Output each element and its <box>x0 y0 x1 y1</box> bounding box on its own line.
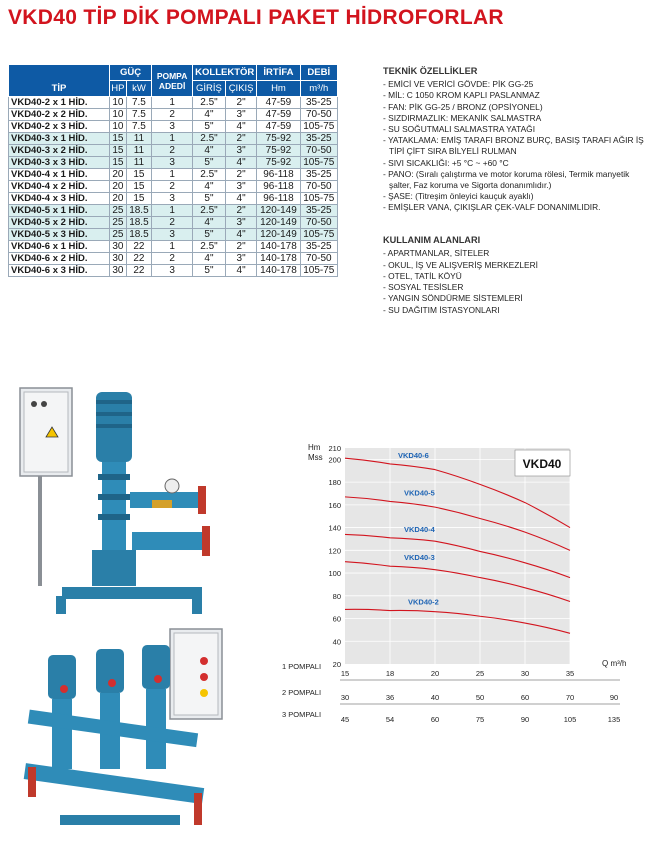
cell-adet: 1 <box>152 169 193 181</box>
cell-model: VKD40-5 x 1 HİD. <box>9 205 110 217</box>
row-label: 1 POMPALI <box>282 662 322 671</box>
cell-cikis: 4" <box>225 121 257 133</box>
cell-model: VKD40-3 x 2 HİD. <box>9 145 110 157</box>
single-pump-unit-image <box>12 382 232 622</box>
x-tick-label: 75 <box>475 715 485 724</box>
cell-adet: 1 <box>152 133 193 145</box>
cell-kw: 7.5 <box>126 121 151 133</box>
cell-model: VKD40-3 x 3 HİD. <box>9 157 110 169</box>
x-tick-label: 20 <box>430 669 440 678</box>
cell-hm: 47-59 <box>257 97 300 109</box>
spec-table <box>8 64 338 277</box>
y-tick-label: 180 <box>328 478 341 488</box>
usage-item: - YANGIN SÖNDÜRME SİSTEMLERİ <box>383 293 523 304</box>
cell-model: VKD40-5 x 2 HİD. <box>9 217 110 229</box>
cell-hp: 20 <box>110 193 127 205</box>
cell-kw: 22 <box>126 253 151 265</box>
cell-model: VKD40-4 x 2 HİD. <box>9 181 110 193</box>
x-tick-label: 135 <box>607 715 621 724</box>
cell-cikis: 3" <box>225 253 257 265</box>
table-row <box>9 181 338 193</box>
page-title: VKD40 TİP DİK POMPALI PAKET HİDROFORLAR <box>8 6 504 29</box>
usage-item: - OTEL, TATİL KÖYÜ <box>383 270 462 281</box>
table-body <box>9 97 338 277</box>
usage-areas <box>383 235 645 316</box>
header-hp: HP <box>110 81 127 97</box>
cell-adet: 2 <box>152 217 193 229</box>
row-label: 2 POMPALI <box>282 688 322 697</box>
cell-debi: 105-75 <box>300 193 337 205</box>
series-label: VKD40-2 <box>408 597 439 607</box>
header-pompa-adedi: POMPA ADEDİ <box>152 65 193 97</box>
cell-giris: 4" <box>193 217 226 229</box>
usage-item: - OKUL, İŞ VE ALIŞVERİŞ MERKEZLERİ <box>383 259 538 270</box>
y-tick-label: 200 <box>328 455 341 465</box>
cell-kw: 11 <box>126 133 151 145</box>
y-tick-label: 160 <box>328 500 341 510</box>
cell-cikis: 3" <box>225 145 257 157</box>
series-label: VKD40-3 <box>404 553 435 563</box>
specs-item: - YATAKLAMA: EMİŞ TARAFI BRONZ BURÇ, BASIŞ TARAFI AĞIR İŞ TİPİ ÇİFT SIRA BİLYELİ RULMAN <box>383 135 644 157</box>
cell-cikis: 3" <box>225 217 257 229</box>
x-axis-ticks <box>282 662 620 724</box>
x-tick-label: 40 <box>430 693 440 702</box>
x-tick-label: 60 <box>430 715 440 724</box>
cell-debi: 35-25 <box>300 169 337 181</box>
cell-kw: 22 <box>126 265 151 277</box>
table-row <box>9 229 338 241</box>
cell-hp: 25 <box>110 205 127 217</box>
table-row <box>9 241 338 253</box>
cell-hm: 96-118 <box>257 169 300 181</box>
x-tick-label: 36 <box>385 693 395 702</box>
cell-kw: 7.5 <box>126 109 151 121</box>
cell-hp: 15 <box>110 145 127 157</box>
cell-hm: 75-92 <box>257 157 300 169</box>
header-kollektor: KOLLEKTÖR <box>193 65 257 81</box>
cell-hp: 30 <box>110 253 127 265</box>
cell-adet: 2 <box>152 145 193 157</box>
cell-kw: 18.5 <box>126 205 151 217</box>
row-label: 3 POMPALI <box>282 710 322 719</box>
header-guc: GÜÇ <box>110 65 152 81</box>
y-axis-label-line1: Hm <box>308 443 321 452</box>
cell-hp: 15 <box>110 157 127 169</box>
table-row <box>9 97 338 109</box>
specs-item: - SIZDIRMAZLIK: MEKANİK SALMASTRA <box>383 112 542 123</box>
specs-item: - SIVI SICAKLIĞI: +5 °C ~ +60 °C <box>383 157 509 168</box>
usage-list <box>383 248 645 316</box>
cell-adet: 1 <box>152 205 193 217</box>
usage-item: - SOSYAL TESİSLER <box>383 282 464 293</box>
specs-item: - EMİŞLER VANA, ÇIKIŞLAR ÇEK-VALF DONANIMLIDIR. <box>383 202 601 213</box>
cell-hp: 10 <box>110 121 127 133</box>
cell-model: VKD40-6 x 1 HİD. <box>9 241 110 253</box>
series-label: VKD40-6 <box>398 450 429 460</box>
specs-list <box>383 79 645 213</box>
usage-title: KULLANIM ALANLARI <box>383 235 481 245</box>
cell-hp: 25 <box>110 229 127 241</box>
cell-hm: 96-118 <box>257 193 300 205</box>
cell-giris: 4" <box>193 253 226 265</box>
x-tick-label: 30 <box>520 669 530 678</box>
cell-hm: 47-59 <box>257 109 300 121</box>
cell-giris: 4" <box>193 145 226 157</box>
cell-giris: 5" <box>193 121 226 133</box>
cell-hp: 30 <box>110 241 127 253</box>
x-tick-label: 50 <box>475 693 485 702</box>
x-tick-label: 60 <box>520 693 530 702</box>
plot-area <box>345 448 570 664</box>
cell-adet: 2 <box>152 253 193 265</box>
cell-debi: 35-25 <box>300 97 337 109</box>
cell-debi: 105-75 <box>300 229 337 241</box>
cell-debi: 35-25 <box>300 241 337 253</box>
cell-debi: 105-75 <box>300 121 337 133</box>
cell-giris: 5" <box>193 229 226 241</box>
cell-debi: 70-50 <box>300 109 337 121</box>
cell-hm: 75-92 <box>257 133 300 145</box>
y-tick-label: 120 <box>328 546 341 556</box>
cell-cikis: 2" <box>225 241 257 253</box>
cell-giris: 4" <box>193 181 226 193</box>
table-row <box>9 133 338 145</box>
series-label: VKD40-4 <box>404 524 435 534</box>
cell-kw: 15 <box>126 181 151 193</box>
cell-cikis: 4" <box>225 265 257 277</box>
table-row <box>9 205 338 217</box>
y-tick-label: 60 <box>332 614 341 624</box>
usage-item: - APARTMANLAR, SİTELER <box>383 248 490 259</box>
cell-model: VKD40-5 x 3 HİD. <box>9 229 110 241</box>
cell-debi: 105-75 <box>300 157 337 169</box>
specs-item: - EMİCİ VE VERİCİ GÖVDE: PİK GG-25 <box>383 79 534 90</box>
cell-hm: 47-59 <box>257 121 300 133</box>
specs-item: - MİL: C 1050 KROM KAPLI PASLANMAZ <box>383 90 540 101</box>
table-row <box>9 157 338 169</box>
cell-cikis: 2" <box>225 133 257 145</box>
header-cikis: ÇIKIŞ <box>225 81 257 97</box>
cell-cikis: 3" <box>225 109 257 121</box>
header-hm: Hm <box>257 81 300 97</box>
cell-cikis: 2" <box>225 205 257 217</box>
header-m3h: m³/h <box>300 81 337 97</box>
x-tick-label: 15 <box>340 669 350 678</box>
cell-model: VKD40-2 x 2 HİD. <box>9 109 110 121</box>
cell-cikis: 4" <box>225 229 257 241</box>
cell-giris: 2.5" <box>193 97 226 109</box>
cell-giris: 2.5" <box>193 205 226 217</box>
x-tick-label: 90 <box>520 715 530 724</box>
cell-cikis: 4" <box>225 193 257 205</box>
series-label: VKD40-5 <box>404 488 435 498</box>
x-tick-label: 18 <box>385 669 395 678</box>
cell-model: VKD40-3 x 1 HİD. <box>9 133 110 145</box>
cell-hp: 30 <box>110 265 127 277</box>
cell-hm: 120-149 <box>257 205 300 217</box>
cell-debi: 35-25 <box>300 133 337 145</box>
cell-hp: 25 <box>110 217 127 229</box>
cell-hp: 20 <box>110 169 127 181</box>
y-tick-label: 20 <box>332 660 341 669</box>
cell-adet: 3 <box>152 229 193 241</box>
y-axis-ticks <box>328 444 341 669</box>
specs-item: - PANO: (Sıralı çalıştırma ve motor koruma rölesi, Termik manyetik şalter, Faz koruma ve Sigorta donanımlıdır.) <box>383 168 630 191</box>
cell-adet: 3 <box>152 157 193 169</box>
performance-chart <box>280 436 650 726</box>
table-row <box>9 253 338 265</box>
cell-model: VKD40-4 x 1 HİD. <box>9 169 110 181</box>
cell-kw: 11 <box>126 157 151 169</box>
cell-hm: 140-178 <box>257 241 300 253</box>
cell-giris: 2.5" <box>193 241 226 253</box>
cell-kw: 22 <box>126 241 151 253</box>
specs-item: - FAN: PİK GG-25 / BRONZ (OPSİYONEL) <box>383 101 543 112</box>
cell-kw: 15 <box>126 169 151 181</box>
x-tick-label: 45 <box>340 715 350 724</box>
cell-cikis: 3" <box>225 181 257 193</box>
x-tick-label: 25 <box>475 669 485 678</box>
cell-debi: 35-25 <box>300 205 337 217</box>
specs-item: - SU SOĞUTMALI SALMASTRA YATAĞI <box>383 124 536 135</box>
table-row <box>9 145 338 157</box>
usage-item: - SU DAĞITIM İSTASYONLARI <box>383 304 500 315</box>
table-row <box>9 265 338 277</box>
y-tick-label: 40 <box>332 637 341 647</box>
cell-cikis: 2" <box>225 97 257 109</box>
header-tip: TİP <box>9 65 110 97</box>
cell-debi: 70-50 <box>300 145 337 157</box>
cell-debi: 105-75 <box>300 265 337 277</box>
cell-adet: 3 <box>152 121 193 133</box>
chart-title: VKD40 <box>522 457 562 471</box>
x-tick-label: 54 <box>385 715 395 724</box>
table-row <box>9 109 338 121</box>
x-tick-label: 35 <box>565 669 575 678</box>
cell-debi: 70-50 <box>300 181 337 193</box>
cell-hm: 120-149 <box>257 217 300 229</box>
cell-hp: 10 <box>110 109 127 121</box>
x-tick-label: 70 <box>565 693 575 702</box>
technical-specs <box>383 66 645 214</box>
cell-hm: 96-118 <box>257 181 300 193</box>
x-axis-label: Q m³/h <box>602 659 627 668</box>
cell-hm: 120-149 <box>257 229 300 241</box>
cell-hm: 75-92 <box>257 145 300 157</box>
y-tick-label: 210 <box>328 444 341 453</box>
x-tick-label: 90 <box>609 693 619 702</box>
cell-debi: 70-50 <box>300 253 337 265</box>
specs-item: - ŞASE: (Titreşim önleyici kauçuk ayaklı) <box>383 191 534 202</box>
cell-hp: 20 <box>110 181 127 193</box>
header-kw: kW <box>126 81 151 97</box>
cell-cikis: 2" <box>225 169 257 181</box>
cell-giris: 5" <box>193 157 226 169</box>
cell-kw: 15 <box>126 193 151 205</box>
y-axis-label-line2: Mss <box>308 453 323 462</box>
cell-adet: 2 <box>152 181 193 193</box>
cell-giris: 2.5" <box>193 133 226 145</box>
cell-hm: 140-178 <box>257 265 300 277</box>
cell-hm: 140-178 <box>257 253 300 265</box>
cell-adet: 3 <box>152 265 193 277</box>
cell-model: VKD40-4 x 3 HİD. <box>9 193 110 205</box>
cell-adet: 3 <box>152 193 193 205</box>
x-tick-label: 105 <box>563 715 577 724</box>
x-tick-label: 30 <box>340 693 350 702</box>
y-tick-label: 140 <box>328 523 341 533</box>
cell-model: VKD40-2 x 3 HİD. <box>9 121 110 133</box>
cell-kw: 7.5 <box>126 97 151 109</box>
cell-kw: 18.5 <box>126 229 151 241</box>
y-tick-label: 100 <box>328 569 341 579</box>
cell-giris: 2.5" <box>193 169 226 181</box>
cell-model: VKD40-6 x 2 HİD. <box>9 253 110 265</box>
cell-kw: 11 <box>126 145 151 157</box>
cell-giris: 4" <box>193 109 226 121</box>
cell-adet: 2 <box>152 109 193 121</box>
cell-giris: 5" <box>193 265 226 277</box>
cell-kw: 18.5 <box>126 217 151 229</box>
cell-model: VKD40-6 x 3 HİD. <box>9 265 110 277</box>
y-tick-label: 80 <box>332 591 341 601</box>
cell-adet: 1 <box>152 241 193 253</box>
table-row <box>9 217 338 229</box>
specs-title: TEKNİK ÖZELLİKLER <box>383 66 478 76</box>
cell-hp: 15 <box>110 133 127 145</box>
triple-pump-unit-image <box>20 625 250 845</box>
header-giris: GİRİŞ <box>193 81 226 97</box>
cell-hp: 10 <box>110 97 127 109</box>
cell-model: VKD40-2 x 1 HİD. <box>9 97 110 109</box>
table-row <box>9 169 338 181</box>
cell-debi: 70-50 <box>300 217 337 229</box>
table-row <box>9 121 338 133</box>
cell-giris: 5" <box>193 193 226 205</box>
header-debi: DEBİ <box>300 65 337 81</box>
cell-cikis: 4" <box>225 157 257 169</box>
table-row <box>9 193 338 205</box>
header-irtifa: İRTİFA <box>257 65 300 81</box>
cell-adet: 1 <box>152 97 193 109</box>
